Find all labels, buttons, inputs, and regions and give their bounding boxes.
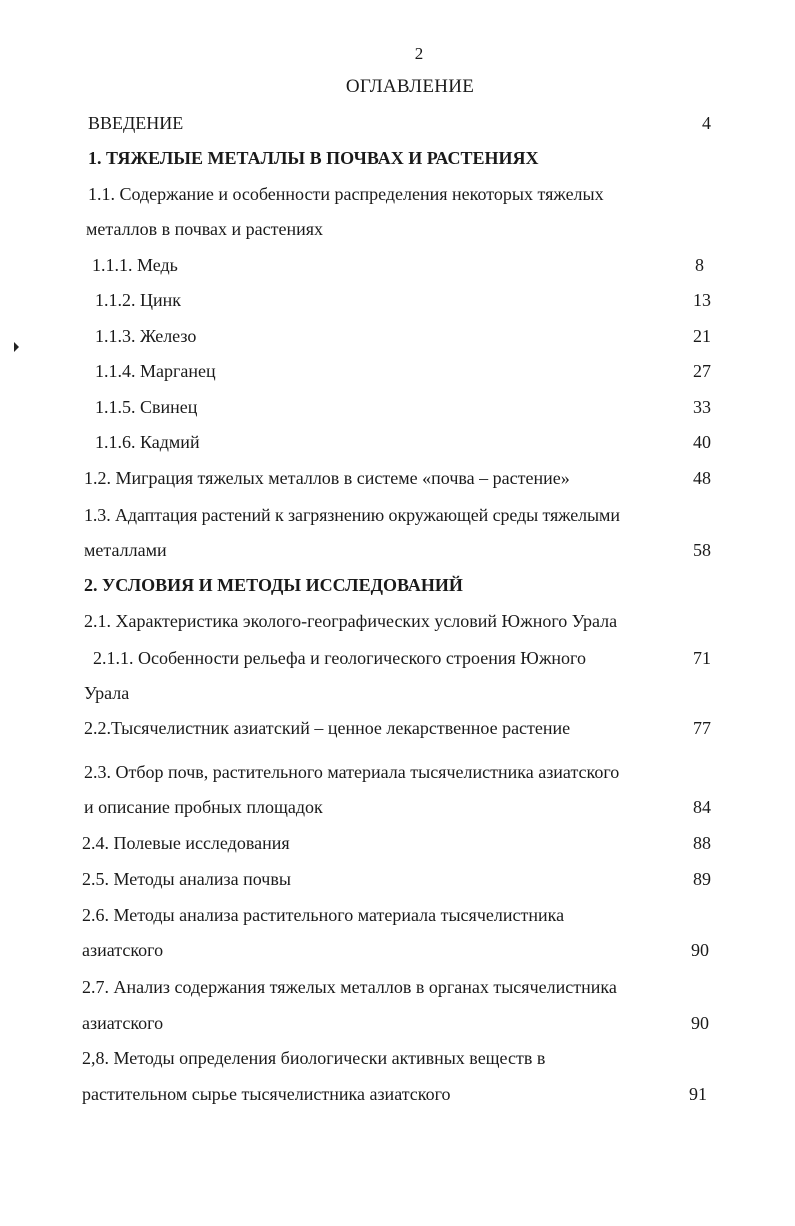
toc-entry-1-1-2: 1.1.2. Цинк	[95, 290, 182, 310]
toc-page-1-1-1: 8	[695, 255, 704, 275]
toc-entry-1-3: 1.3. Адаптация растений к загрязнению окружающей среды тяжелыми	[84, 505, 620, 525]
toc-entry-2-3: 2.3. Отбор почв, растительного материала тысячелистника азиатского	[84, 762, 620, 782]
toc-entry-2-8: 2,8. Методы определения биологически активных веществ в	[82, 1048, 546, 1068]
toc-page-1-3: 58	[693, 540, 711, 560]
toc-chapter-1: 1. ТЯЖЕЛЫЕ МЕТАЛЛЫ В ПОЧВАХ И РАСТЕНИЯХ	[88, 148, 539, 168]
toc-entry-1-1-1: 1.1.1. Медь	[92, 255, 178, 275]
toc-page-1-1-4: 27	[693, 361, 711, 381]
toc-entry-1-2: 1.2. Миграция тяжелых металлов в системе «почва – растение»	[84, 468, 570, 488]
toc-entry-2-2: 2.2.Тысячелистник азиатский – ценное лекарственное растение	[84, 718, 571, 738]
toc-title: ОГЛАВЛЕНИЕ	[345, 76, 475, 97]
toc-page-1-1-2: 13	[693, 290, 711, 310]
toc-entry-1-1: 1.1. Содержание и особенности распределения некоторых тяжелых	[88, 184, 604, 204]
toc-page-2-1-1: 71	[693, 648, 711, 668]
toc-entry-2-4: 2.4. Полевые исследования	[82, 833, 290, 853]
toc-entry-2-1-1-cont: Урала	[84, 683, 130, 703]
scan-speck	[14, 342, 19, 352]
toc-entry-2-5: 2.5. Методы анализа почвы	[82, 869, 291, 889]
toc-entry-2-1-1: 2.1.1. Особенности рельефа и геологического строения Южного	[93, 648, 586, 668]
toc-entry-1-1-6: 1.1.6. Кадмий	[95, 432, 200, 452]
toc-page-2-2: 77	[693, 718, 711, 738]
toc-page-2-3: 84	[693, 797, 711, 817]
toc-entry-2-7-cont: азиатского	[82, 1013, 164, 1033]
toc-page-1-1-6: 40	[693, 432, 711, 452]
page-number: 2	[414, 44, 424, 63]
toc-entry-2-3-cont: и описание пробных площадок	[84, 797, 323, 817]
toc-entry-1-1-3: 1.1.3. Железо	[95, 326, 197, 346]
toc-page-1-1-3: 21	[693, 326, 711, 346]
toc-page-intro: 4	[702, 113, 711, 133]
toc-entry-2-6: 2.6. Методы анализа растительного материала тысячелистника	[82, 905, 565, 925]
toc-entry-1-1-cont: металлов в почвах и растениях	[86, 219, 324, 239]
toc-entry-1-1-4: 1.1.4. Марганец	[95, 361, 216, 381]
toc-entry-2-8-cont: растительном сырье тысячелистника азиатского	[82, 1084, 451, 1104]
toc-page-2-8: 91	[689, 1084, 707, 1104]
toc-entry-2-7: 2.7. Анализ содержания тяжелых металлов в органах тысячелистника	[82, 977, 617, 997]
toc-entry-intro: ВВЕДЕНИЕ	[88, 113, 184, 133]
toc-page-2-5: 89	[693, 869, 711, 889]
toc-entry-1-3-cont: металлами	[84, 540, 167, 560]
toc-page-1-1-5: 33	[693, 397, 711, 417]
toc-page-1-2: 48	[693, 468, 711, 488]
toc-page-2-7: 90	[691, 1013, 709, 1033]
toc-entry-1-1-5: 1.1.5. Свинец	[95, 397, 198, 417]
toc-chapter-2: 2. УСЛОВИЯ И МЕТОДЫ ИССЛЕДОВАНИЙ	[84, 575, 463, 595]
toc-page-2-4: 88	[693, 833, 711, 853]
toc-entry-2-1: 2.1. Характеристика эколого-географических условий Южного Урала	[84, 611, 618, 631]
toc-page-2-6: 90	[691, 940, 709, 960]
toc-entry-2-6-cont: азиатского	[82, 940, 164, 960]
